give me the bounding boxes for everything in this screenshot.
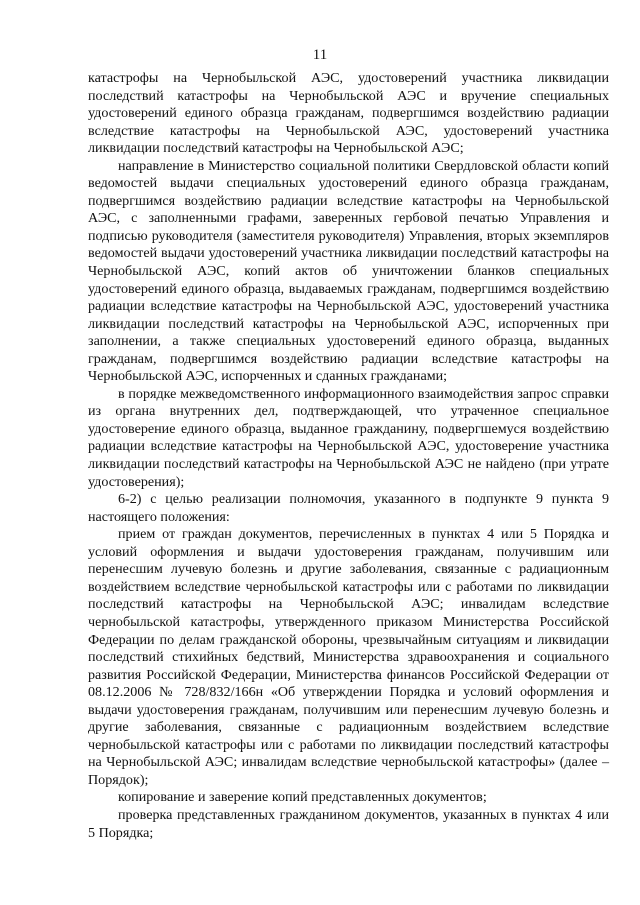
paragraph: 6-2) с целью реализации полномочия, указанного в подпункте 9 пункта 9 настоящего положения:: [88, 491, 609, 525]
document-body: [88, 70, 609, 842]
paragraph: катастрофы на Чернобыльской АЭС, удостоверений участника ликвидации последствий катастрофы на Чернобыльской АЭС и вручение специальных удостоверений единого образца гражданам, подвергшимся воздействию радиации вследствие катастрофы на Чернобыльской АЭС, удостоверений участника ликвидации последствий катастрофы на Чернобыльской АЭС;: [88, 70, 609, 157]
paragraph: прием от граждан документов, перечисленных в пунктах 4 или 5 Порядка и условий оформления и выдачи удостоверения гражданам, получившим или перенесшим лучевую болезнь и другие заболевания, связанные с радиационным воздействием вследствие чернобыльской катастрофы или с работами по ликвидации последствий катастрофы на Чернобыльской АЭС; инвалидам вследствие чернобыльской катастрофы, утвержденного приказом Министерства Российской Федерации по делам гражданской обороны, чрезвычайным ситуациям и ликвидации последствий стихийных бедствий, Министерства здравоохранения и социального развития Российской Федерации, Министерства финансов Российской Федерации от 08.12.2006 № 728/832/166н «Об утверждении Порядка и условий оформления и выдачи удостоверения гражданам, получившим или перенесшим лучевую болезнь и другие заболевания, связанные с радиационным воздействием вследствие чернобыльской катастрофы или с работами по ликвидации последствий катастрофы на Чернобыльской АЭС; инвалидам вследствие чернобыльской катастрофы» (далее – Порядок);: [88, 526, 609, 788]
paragraph: в порядке межведомственного информационного взаимодействия запрос справки из органа внутренних дел, подтверждающей, что утраченное специальное удостоверение единого образца, выданное гражданину, подвергшемуся воздействию радиации вследствие катастрофы на Чернобыльской АЭС, удостоверение участника ликвидации последствий катастрофы на Чернобыльской АЭС не найдено (при утрате удостоверения);: [88, 385, 609, 490]
paragraph: направление в Министерство социальной политики Свердловской области копий ведомостей выдачи специальных удостоверений единого образца гражданам, подвергшимся воздействию радиации вследствие катастрофы на Чернобыльской АЭС, с заполненными графами, заверенных гербовой печатью Управления и подписью руководителя (заместителя руководителя) Управления, вторых экземпляров ведомостей выдачи удостоверений участника ликвидации последствий катастрофы на Чернобыльской АЭС, копий актов об уничтожении бланков специальных удостоверений единого образца, выдаваемых гражданам, подвергшимся воздействию радиации вследствие катастрофы на Чернобыльской АЭС, удостоверений участника ликвидации последствий катастрофы на Чернобыльской АЭС, испорченных при заполнении, а также специальных удостоверений единого образца, выданных гражданам, подвергшимся воздействию радиации вследствие катастрофы на Чернобыльской АЭС, испорченных и сданных гражданами;: [88, 157, 609, 385]
paragraph: копирование и заверение копий представленных документов;: [118, 789, 487, 806]
page-number: 11: [312, 47, 328, 63]
paragraph: проверка представленных гражданином документов, указанных в пунктах 4 или 5 Порядка;: [88, 806, 609, 841]
